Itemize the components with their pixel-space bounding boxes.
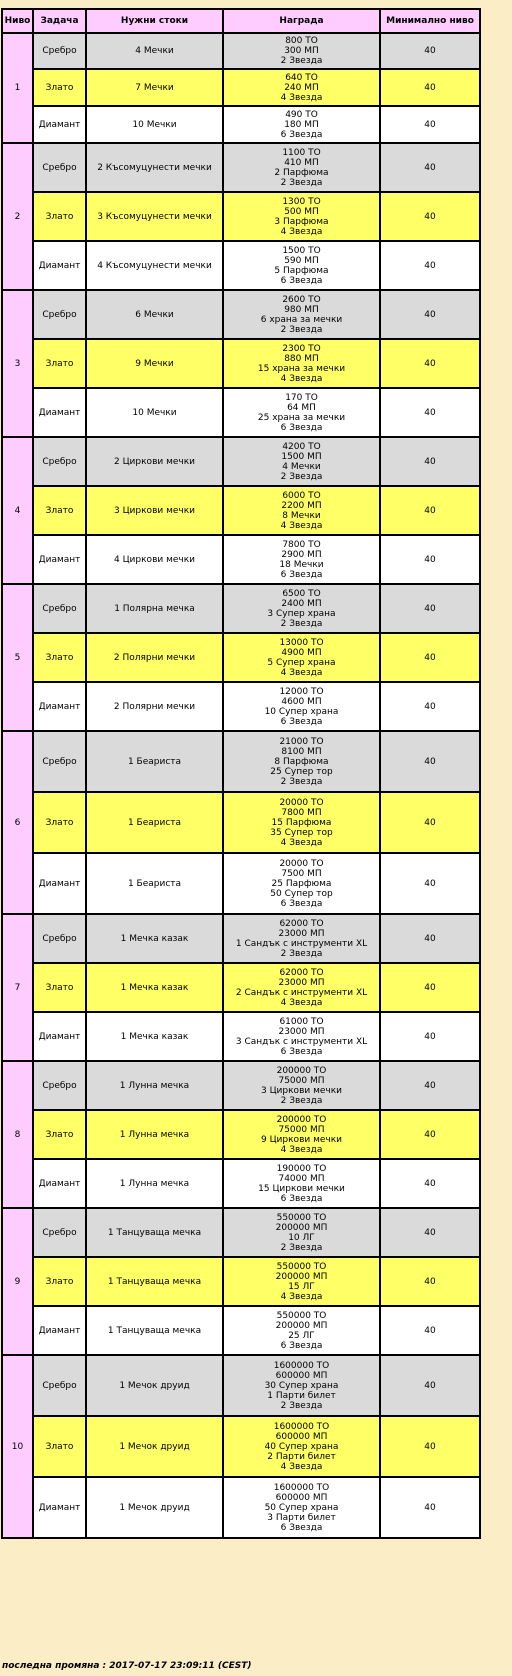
task-cell: Диамант — [33, 241, 86, 290]
goods-cell: 1 Мечка казак — [86, 914, 223, 963]
min-level-cell: 40 — [380, 437, 480, 486]
reward-line: 4 Звезда — [280, 373, 323, 384]
reward-line: 8 Мечки — [282, 510, 321, 521]
reward-line: 4 Звезда — [280, 667, 323, 678]
min-level-cell: 40 — [380, 1208, 480, 1257]
reward-line: 6 Звезда — [280, 716, 323, 727]
table-row — [2, 682, 480, 731]
reward-line: 550000 ТО — [276, 1261, 327, 1272]
reward-line: 200000 МП — [275, 1320, 328, 1331]
task-cell: Сребро — [33, 914, 86, 963]
reward-line: 4 Звезда — [280, 226, 323, 237]
task-cell: Диамант — [33, 106, 86, 143]
goods-cell: 1 Мечка казак — [86, 1012, 223, 1061]
reward-cell — [223, 388, 380, 437]
reward-line: 64 МП — [287, 402, 316, 413]
reward-cell — [223, 1159, 380, 1208]
reward-line: 2 Парти билет — [267, 1451, 336, 1462]
table-row — [2, 853, 480, 914]
reward-line: 15 Парфюма — [271, 817, 332, 828]
table-row — [2, 963, 480, 1012]
task-cell: Сребро — [33, 1355, 86, 1416]
task-cell: Сребро — [33, 1061, 86, 1110]
reward-line: 200000 ТО — [276, 1065, 327, 1076]
table-row — [2, 192, 480, 241]
task-cell: Диамант — [33, 1306, 86, 1355]
reward-line: 50 Супер храна — [264, 1502, 339, 1513]
level-cell: 1 — [2, 33, 33, 143]
reward-line: 8100 МП — [281, 746, 322, 757]
table-row — [2, 792, 480, 853]
reward-line: 200000 МП — [275, 1271, 328, 1282]
task-cell: Сребро — [33, 290, 86, 339]
reward-line: 1300 ТО — [282, 196, 321, 207]
reward-cell — [223, 1416, 380, 1477]
table-header-row — [2, 9, 480, 33]
goods-cell: 1 Мечок друид — [86, 1477, 223, 1538]
goods-cell: 3 Циркови мечки — [86, 486, 223, 535]
goods-cell: 1 Беариста — [86, 792, 223, 853]
task-cell: Сребро — [33, 437, 86, 486]
reward-line: 4 Звезда — [280, 997, 323, 1008]
task-cell: Злато — [33, 633, 86, 682]
reward-cell — [223, 290, 380, 339]
reward-cell — [223, 792, 380, 853]
header-level: Ниво — [2, 9, 33, 33]
reward-cell — [223, 914, 380, 963]
reward-line: 1100 ТО — [282, 147, 321, 158]
reward-cell — [223, 1306, 380, 1355]
reward-line: 10 Супер храна — [264, 706, 339, 717]
reward-line: 3 Сандък с инструменти XL — [235, 1036, 368, 1047]
reward-line: 170 ТО — [285, 392, 318, 403]
task-cell: Злато — [33, 1110, 86, 1159]
reward-line: 1600000 ТО — [273, 1482, 330, 1493]
table-row — [2, 290, 480, 339]
reward-line: 1 Парти билет — [267, 1390, 336, 1401]
task-cell: Злато — [33, 792, 86, 853]
reward-line: 640 ТО — [285, 72, 318, 83]
goods-cell: 1 Беариста — [86, 731, 223, 792]
reward-line: 800 ТО — [285, 36, 318, 46]
goods-cell: 1 Лунна мечка — [86, 1110, 223, 1159]
goods-cell: 3 Късомуцунести мечки — [86, 192, 223, 241]
reward-line: 2 Звезда — [280, 177, 323, 188]
task-cell: Диамант — [33, 853, 86, 914]
min-level-cell: 40 — [380, 1110, 480, 1159]
min-level-cell: 40 — [380, 1416, 480, 1477]
min-level-cell: 40 — [380, 731, 480, 792]
goods-cell: 10 Мечки — [86, 106, 223, 143]
reward-line: 4 Звезда — [280, 1291, 323, 1302]
min-level-cell: 40 — [380, 1159, 480, 1208]
reward-cell — [223, 1110, 380, 1159]
reward-line: 600000 МП — [275, 1492, 328, 1503]
reward-line: 590 МП — [284, 255, 319, 266]
goods-cell: 1 Лунна мечка — [86, 1061, 223, 1110]
reward-cell — [223, 853, 380, 914]
reward-line: 3 Циркови мечки — [260, 1085, 343, 1096]
reward-line: 2 Звезда — [280, 776, 323, 787]
reward-line: 2 Звезда — [280, 618, 323, 629]
reward-cell — [223, 1012, 380, 1061]
reward-line: 880 МП — [284, 353, 319, 364]
goods-cell: 1 Беариста — [86, 853, 223, 914]
goods-cell: 1 Танцуваща мечка — [86, 1257, 223, 1306]
min-level-cell: 40 — [380, 535, 480, 584]
reward-cell — [223, 1061, 380, 1110]
goods-cell: 1 Мечка казак — [86, 963, 223, 1012]
reward-line: 2400 МП — [281, 598, 322, 609]
table-row — [2, 1477, 480, 1538]
min-level-cell: 40 — [380, 1306, 480, 1355]
min-level-cell: 40 — [380, 486, 480, 535]
reward-line: 23000 МП — [278, 1026, 325, 1037]
reward-line: 300 МП — [284, 46, 319, 56]
reward-line: 7800 МП — [281, 807, 322, 818]
table-body — [2, 33, 480, 1538]
task-cell: Диамант — [33, 388, 86, 437]
task-cell: Диамант — [33, 1012, 86, 1061]
reward-line: 1500 ТО — [282, 245, 321, 256]
reward-line: 75000 МП — [278, 1075, 325, 1086]
reward-line: 190000 ТО — [276, 1163, 327, 1174]
task-cell: Злато — [33, 339, 86, 388]
level-cell: 6 — [2, 731, 33, 914]
reward-cell — [223, 731, 380, 792]
min-level-cell: 40 — [380, 1477, 480, 1538]
reward-line: 35 Супер тор — [270, 827, 333, 838]
min-level-cell: 40 — [380, 339, 480, 388]
goods-cell: 9 Мечки — [86, 339, 223, 388]
table-row — [2, 1355, 480, 1416]
reward-line: 2 Звезда — [280, 471, 323, 482]
reward-line: 15 ЛГ — [288, 1281, 315, 1292]
task-cell: Диамант — [33, 1477, 86, 1538]
reward-line: 6 Звезда — [280, 569, 323, 580]
table-row — [2, 486, 480, 535]
reward-line: 240 МП — [284, 82, 319, 93]
reward-line: 50 Супер тор — [270, 888, 333, 899]
table-row — [2, 535, 480, 584]
reward-line: 2600 ТО — [282, 294, 321, 305]
task-cell: Злато — [33, 486, 86, 535]
task-cell: Злато — [33, 1257, 86, 1306]
reward-cell — [223, 437, 380, 486]
header-goods: Нужни стоки — [86, 9, 223, 33]
reward-line: 15 Циркови мечки — [258, 1183, 345, 1194]
goods-cell: 7 Мечки — [86, 69, 223, 106]
task-cell: Сребро — [33, 584, 86, 633]
reward-cell — [223, 682, 380, 731]
table-row — [2, 437, 480, 486]
reward-line: 4 Звезда — [280, 837, 323, 848]
task-cell: Сребро — [33, 731, 86, 792]
min-level-cell: 40 — [380, 143, 480, 192]
reward-line: 6500 ТО — [282, 588, 321, 599]
reward-cell — [223, 535, 380, 584]
min-level-cell: 40 — [380, 584, 480, 633]
reward-line: 2200 МП — [281, 500, 322, 511]
table-row — [2, 106, 480, 143]
reward-cell — [223, 241, 380, 290]
reward-cell — [223, 1355, 380, 1416]
table-row — [2, 1061, 480, 1110]
reward-line: 75000 МП — [278, 1124, 325, 1135]
reward-line: 500 МП — [284, 206, 319, 217]
goods-cell: 2 Полярни мечки — [86, 633, 223, 682]
header-task: Задача — [33, 9, 86, 33]
level-cell: 8 — [2, 1061, 33, 1208]
reward-line: 7800 ТО — [282, 539, 321, 550]
reward-line: 6 Звезда — [280, 1522, 323, 1533]
table-row — [2, 1257, 480, 1306]
reward-line: 3 Супер храна — [267, 608, 336, 619]
goods-cell: 1 Полярна мечка — [86, 584, 223, 633]
reward-line: 490 ТО — [285, 109, 318, 120]
reward-line: 25 Парфюма — [271, 878, 332, 889]
table-row — [2, 1306, 480, 1355]
goods-cell: 1 Танцуваща мечка — [86, 1208, 223, 1257]
min-level-cell: 40 — [380, 682, 480, 731]
goods-cell: 1 Мечок друид — [86, 1355, 223, 1416]
reward-line: 410 МП — [284, 157, 319, 168]
reward-line: 2 Парфюма — [274, 167, 329, 178]
goods-cell: 4 Мечки — [86, 33, 223, 69]
goods-cell: 4 Късомуцунести мечки — [86, 241, 223, 290]
task-cell: Диамант — [33, 535, 86, 584]
reward-line: 4600 МП — [281, 696, 322, 707]
reward-line: 4900 МП — [281, 647, 322, 658]
level-cell: 2 — [2, 143, 33, 290]
reward-cell — [223, 963, 380, 1012]
reward-line: 6 Звезда — [280, 898, 323, 909]
min-level-cell: 40 — [380, 33, 480, 69]
reward-line: 600000 МП — [275, 1431, 328, 1442]
reward-line: 15 храна за мечки — [257, 363, 346, 374]
task-cell: Злато — [33, 69, 86, 106]
level-cell: 4 — [2, 437, 33, 584]
reward-line: 980 МП — [284, 304, 319, 315]
goods-cell: 4 Циркови мечки — [86, 535, 223, 584]
reward-line: 25 Супер тор — [270, 766, 333, 777]
reward-line: 2 Звезда — [280, 56, 323, 66]
reward-cell — [223, 1257, 380, 1306]
table-row — [2, 1208, 480, 1257]
reward-line: 200000 МП — [275, 1222, 328, 1233]
min-level-cell: 40 — [380, 792, 480, 853]
reward-line: 1500 МП — [281, 451, 322, 462]
reward-line: 6 Звезда — [280, 422, 323, 433]
reward-line: 8 Парфюма — [274, 756, 329, 767]
task-cell: Злато — [33, 1416, 86, 1477]
level-cell: 10 — [2, 1355, 33, 1538]
min-level-cell: 40 — [380, 69, 480, 106]
min-level-cell: 40 — [380, 963, 480, 1012]
reward-line: 4 Звезда — [280, 520, 323, 531]
reward-line: 200000 ТО — [276, 1114, 327, 1125]
reward-line: 20000 ТО — [279, 858, 324, 869]
reward-line: 62000 ТО — [279, 918, 324, 929]
reward-line: 3 Парфюма — [274, 216, 329, 227]
table-row — [2, 143, 480, 192]
reward-line: 18 Мечки — [279, 559, 324, 570]
reward-line: 2900 МП — [281, 549, 322, 560]
reward-line: 6 Звезда — [280, 129, 323, 140]
goods-cell: 2 Циркови мечки — [86, 437, 223, 486]
reward-line: 3 Парти билет — [267, 1512, 336, 1523]
reward-line: 2 Звезда — [280, 1095, 323, 1106]
table-row — [2, 241, 480, 290]
task-cell: Сребро — [33, 33, 86, 69]
level-cell: 9 — [2, 1208, 33, 1355]
reward-line: 180 МП — [284, 119, 319, 130]
reward-line: 9 Циркови мечки — [260, 1134, 343, 1145]
goods-cell: 2 Късомуцунести мечки — [86, 143, 223, 192]
reward-cell — [223, 33, 380, 69]
reward-cell — [223, 584, 380, 633]
reward-line: 74000 МП — [278, 1173, 325, 1184]
table-row — [2, 339, 480, 388]
task-cell: Сребро — [33, 143, 86, 192]
table-row — [2, 633, 480, 682]
goods-cell: 10 Мечки — [86, 388, 223, 437]
goods-cell: 1 Танцуваща мечка — [86, 1306, 223, 1355]
reward-line: 6 Звезда — [280, 1193, 323, 1204]
table-row — [2, 1012, 480, 1061]
reward-line: 40 Супер храна — [264, 1441, 339, 1452]
reward-line: 4 Мечки — [282, 461, 321, 472]
reward-cell — [223, 633, 380, 682]
reward-line: 5 Супер храна — [267, 657, 336, 668]
reward-line: 6 храна за мечки — [260, 314, 343, 325]
reward-line: 550000 ТО — [276, 1310, 327, 1321]
reward-line: 4 Звезда — [280, 1144, 323, 1155]
reward-cell — [223, 1477, 380, 1538]
task-cell: Диамант — [33, 1159, 86, 1208]
reward-line: 12000 ТО — [279, 686, 324, 697]
min-level-cell: 40 — [380, 1257, 480, 1306]
reward-line: 62000 ТО — [279, 967, 324, 978]
header-min-level: Минимално ниво — [380, 9, 480, 33]
reward-line: 600000 МП — [275, 1370, 328, 1381]
table-row — [2, 731, 480, 792]
reward-line: 1600000 ТО — [273, 1360, 330, 1371]
reward-line: 30 Супер храна — [264, 1380, 339, 1391]
reward-cell — [223, 339, 380, 388]
reward-line: 2 Звезда — [280, 1400, 323, 1411]
reward-line: 6 Звезда — [280, 275, 323, 286]
reward-line: 13000 ТО — [279, 637, 324, 648]
reward-cell — [223, 486, 380, 535]
reward-line: 21000 ТО — [279, 736, 324, 747]
reward-line: 6 Звезда — [280, 1340, 323, 1351]
goods-cell: 1 Лунна мечка — [86, 1159, 223, 1208]
reward-line: 61000 ТО — [279, 1016, 324, 1027]
task-cell: Диамант — [33, 682, 86, 731]
goods-cell: 2 Полярни мечки — [86, 682, 223, 731]
table-row — [2, 69, 480, 106]
min-level-cell: 40 — [380, 633, 480, 682]
reward-line: 7500 МП — [281, 868, 322, 879]
level-cell: 7 — [2, 914, 33, 1061]
reward-cell — [223, 69, 380, 106]
reward-line: 23000 МП — [278, 928, 325, 939]
reward-line: 20000 ТО — [279, 797, 324, 808]
reward-line: 2 Звезда — [280, 324, 323, 335]
task-cell: Злато — [33, 192, 86, 241]
goods-cell: 6 Мечки — [86, 290, 223, 339]
level-cell: 3 — [2, 290, 33, 437]
reward-line: 23000 МП — [278, 977, 325, 988]
reward-line: 550000 ТО — [276, 1212, 327, 1223]
table-row — [2, 33, 480, 69]
reward-cell — [223, 1208, 380, 1257]
reward-line: 2 Сандък с инструменти XL — [235, 987, 368, 998]
min-level-cell: 40 — [380, 106, 480, 143]
goods-cell: 1 Мечок друид — [86, 1416, 223, 1477]
level-cell: 5 — [2, 584, 33, 731]
reward-line: 10 ЛГ — [288, 1232, 315, 1243]
min-level-cell: 40 — [380, 192, 480, 241]
reward-line: 5 Парфюма — [274, 265, 329, 276]
reward-line: 4 Звезда — [280, 1461, 323, 1472]
min-level-cell: 40 — [380, 290, 480, 339]
min-level-cell: 40 — [380, 388, 480, 437]
reward-cell — [223, 106, 380, 143]
reward-line: 6000 ТО — [282, 490, 321, 501]
reward-cell — [223, 192, 380, 241]
reward-line: 2 Звезда — [280, 1242, 323, 1253]
min-level-cell: 40 — [380, 1355, 480, 1416]
reward-line: 1600000 ТО — [273, 1421, 330, 1432]
reward-line: 6 Звезда — [280, 1046, 323, 1057]
min-level-cell: 40 — [380, 241, 480, 290]
reward-line: 2 Звезда — [280, 948, 323, 959]
min-level-cell: 40 — [380, 1061, 480, 1110]
reward-line: 25 ЛГ — [288, 1330, 315, 1341]
reward-line: 1 Сандък с инструменти XL — [235, 938, 368, 949]
table-row — [2, 1159, 480, 1208]
task-cell: Злато — [33, 963, 86, 1012]
table-row — [2, 388, 480, 437]
task-cell: Сребро — [33, 1208, 86, 1257]
table-row — [2, 1110, 480, 1159]
header-reward: Награда — [223, 9, 380, 33]
min-level-cell: 40 — [380, 853, 480, 914]
table-row — [2, 914, 480, 963]
reward-line: 4200 ТО — [282, 441, 321, 452]
last-modified: последна промяна : 2017-07-17 23:09:11 (CEST) — [2, 1661, 252, 1671]
quest-table — [1, 8, 481, 1539]
reward-line: 25 храна за мечки — [257, 412, 346, 423]
min-level-cell: 40 — [380, 914, 480, 963]
reward-line: 2300 ТО — [282, 343, 321, 354]
reward-line: 4 Звезда — [280, 92, 323, 103]
table-row — [2, 1416, 480, 1477]
table-row — [2, 584, 480, 633]
reward-cell — [223, 143, 380, 192]
min-level-cell: 40 — [380, 1012, 480, 1061]
